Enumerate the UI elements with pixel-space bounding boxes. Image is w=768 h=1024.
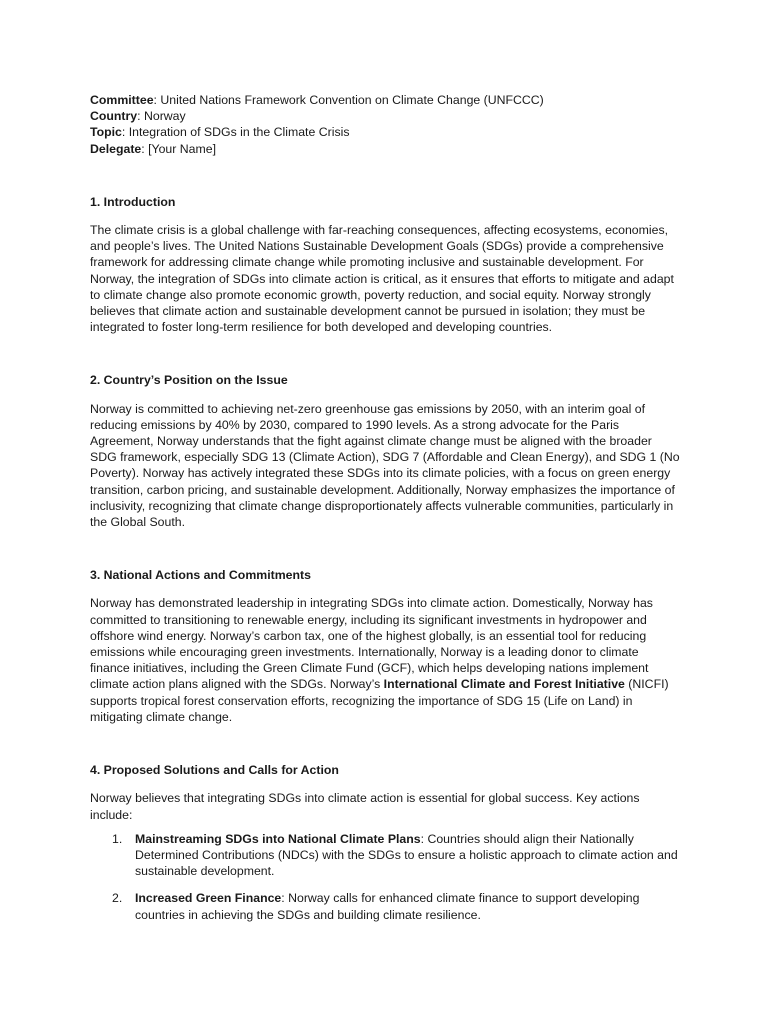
list-item-title: Increased Green Finance — [135, 891, 282, 906]
solutions-intro: Norway believes that integrating SDGs into climate action is essential for global success. Key actions include: — [90, 791, 640, 822]
delegate-line — [90, 141, 680, 157]
country-line — [90, 108, 680, 124]
delegate-value: : [Your Name] — [141, 141, 216, 156]
nicfi-bold-text: International Climate and Forest Initiative — [383, 677, 625, 692]
committee-label: Committee — [90, 93, 154, 107]
topic-line — [90, 124, 680, 140]
position-paper-page — [90, 92, 680, 934]
country-label: Country — [90, 109, 138, 124]
committee-value: : United Nations Framework Convention on Climate Change (UNFCCC) — [153, 93, 544, 107]
introduction-heading: 1. Introduction — [90, 194, 176, 209]
topic-label: Topic — [90, 125, 122, 140]
topic-value: : Integration of SDGs in the Climate Crisis — [121, 125, 350, 140]
delegate-label: Delegate — [90, 141, 142, 156]
list-item — [90, 831, 680, 880]
list-item-text: : Countries should align their Nationally Determined Contributions (NDCs) with the SDGs to ensure a holistic approach to climate action and sustainable development. — [135, 831, 678, 879]
actions-text-part2: (NICFI) supports tropical forest conservation efforts, recognizing the importance of SDG 15 (Life on Land) in mitigating climate change. — [90, 677, 669, 724]
solutions-list — [90, 831, 680, 923]
introduction-paragraph: The climate crisis is a global challenge with far-reaching consequences, affecting ecosystems, economies, and people’s lives. The United Nations Sustainable Development Goals (SDGs) provide a comprehensive framework for addressing climate change while promoting inclusive and sustainable development. For Norway, the integration of SDGs into climate action is critical, as it ensures that efforts to mitigate and adapt to climate change also promote economic growth, poverty reduction, and social equity. Norway strongly believes that climate action and sustainable development cannot be pursued in isolation; they must be integrated to foster long-term resilience for both developed and developing countries. — [90, 223, 674, 335]
actions-paragraph — [90, 595, 680, 725]
country-value: : Norway — [137, 109, 186, 124]
list-item — [90, 890, 680, 922]
position-paragraph: Norway is committed to achieving net-zero greenhouse gas emissions by 2050, with an interim goal of reducing emissions by 40% by 2030, compared to 1990 levels. As a strong advocate for the Paris Agreement, Norway understands that the fight against climate change must be aligned with the broader SDG framework, especially SDG 13 (Climate Action), SDG 7 (Affordable and Clean Energy), and SDG 1 (No Poverty). Norway has actively integrated these SDGs into its climate policies, with a focus on green energy transition, carbon pricing, and sustainable development. Additionally, Norway emphasizes the importance of inclusivity, recognizing that climate change disproportionately affects vulnerable communities, particularly in the Global South. — [90, 401, 680, 530]
list-item-number: 2. — [112, 891, 123, 906]
list-item-number: 1. — [112, 831, 123, 846]
actions-heading: 3. National Actions and Commitments — [90, 568, 311, 583]
list-item-title: Mainstreaming SDGs into National Climate Plans — [135, 831, 421, 846]
committee-line — [90, 92, 680, 108]
position-heading: 2. Country’s Position on the Issue — [90, 373, 288, 388]
solutions-heading: 4. Proposed Solutions and Calls for Action — [90, 763, 339, 778]
list-item-text: : Norway calls for enhanced climate finance to support developing countries in achieving the SDGs and building climate resilience. — [135, 891, 640, 922]
actions-text-part1: Norway has demonstrated leadership in integrating SDGs into climate action. Domestically, Norway has committed to transitioning to renewable energy, including its significant investments in hydropower and offshore wind energy. Norway’s carbon tax, one of the highest globally, is an essential tool for reducing emissions while encouraging green investments. Internationally, Norway is a leading donor to climate finance initiatives, including the Green Climate Fund (GCF), which helps developing nations implement climate action plans aligned with the SDGs. Norway’s — [90, 596, 653, 692]
